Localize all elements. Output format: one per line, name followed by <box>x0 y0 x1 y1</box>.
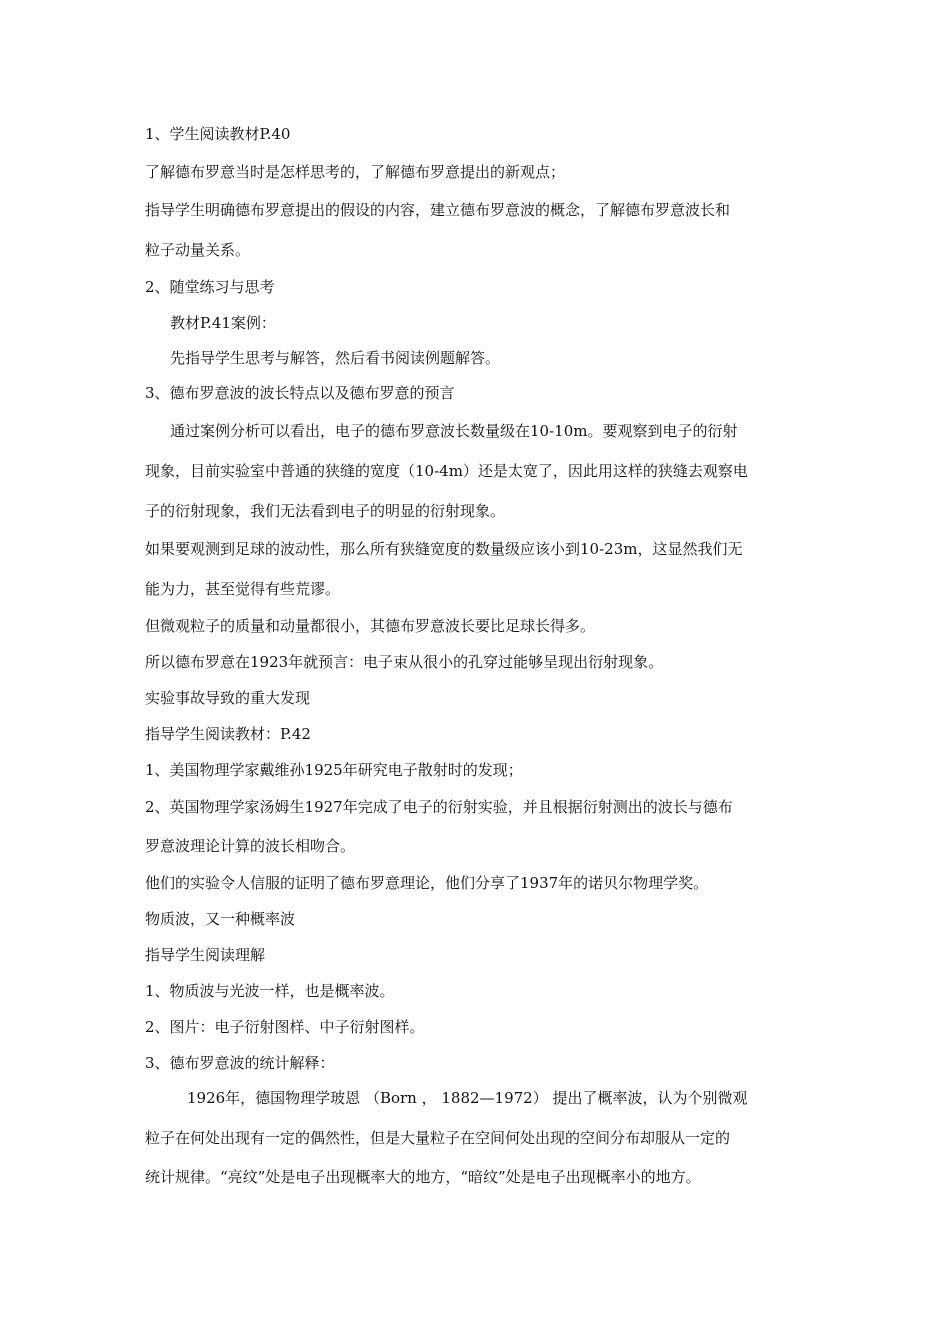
text-line: 3、德布罗意波的波长特点以及德布罗意的预言 <box>145 384 455 402</box>
text-line: 他们的实验令人信服的证明了德布罗意理论，他们分享了1937年的诺贝尔物理学奖。 <box>145 874 709 892</box>
text-line: 指导学生阅读教材：P.42 <box>145 725 311 743</box>
text-line: 但微观粒子的质量和动量都很小，其德布罗意波长要比足球长得多。 <box>145 617 596 635</box>
text-line: 粒子动量关系。 <box>145 241 251 259</box>
text-line: 实验事故导致的重大发现 <box>145 689 311 707</box>
text-line: 物质波，又一种概率波 <box>145 910 296 928</box>
text-line: 教材P.41案例： <box>170 314 276 332</box>
text-line: 所以德布罗意在1923年就预言：电子束从很小的孔穿过能够呈现出衍射现象。 <box>145 653 664 671</box>
text-line: 2、英国物理学家汤姆生1927年完成了电子的衍射实验，并且根据衍射测出的波长与德布 <box>145 798 733 816</box>
text-line: 1、物质波与光波一样，也是概率波。 <box>145 982 395 1000</box>
text-line: 1、美国物理学家戴维孙1925年研究电子散射时的发现； <box>145 761 523 779</box>
text-line: 2、随堂练习与思考 <box>145 278 275 296</box>
text-line: 了解德布罗意当时是怎样思考的，了解德布罗意提出的新观点； <box>145 163 566 181</box>
text-line: 通过案例分析可以看出，电子的德布罗意波长数量级在10-10m。要观察到电子的衍射 <box>170 422 738 440</box>
text-line: 如果要观测到足球的波动性，那么所有狭缝宽度的数量级应该小到10-23m，这显然我们无 <box>145 540 743 558</box>
text-line: 1、学生阅读教材P.40 <box>145 125 291 143</box>
text-line: 能为力，甚至觉得有些荒谬。 <box>145 580 341 598</box>
text-line: 现象，目前实验室中普通的狭缝的宽度（10-4m）还是太宽了，因此用这样的狭缝去观察电 <box>145 462 748 480</box>
text-line: 先指导学生思考与解答，然后看书阅读例题解答。 <box>170 349 501 367</box>
text-line: 粒子在何处出现有一定的偶然性，但是大量粒子在空间何处出现的空间分布却服从一定的 <box>145 1129 731 1147</box>
text-line: 统计规律。“亮纹”处是电子出现概率大的地方，“暗纹”处是电子出现概率小的地方。 <box>145 1168 701 1186</box>
text-line: 1926年，德国物理学玻恩 （Born ， 1882—1972） 提出了概率波，认为个别微观 <box>187 1089 748 1107</box>
text-line: 指导学生阅读理解 <box>145 946 266 964</box>
text-line: 3、德布罗意波的统计解释： <box>145 1054 335 1072</box>
text-line: 罗意波理论计算的波长相吻合。 <box>145 837 356 855</box>
text-line: 子的衍射现象，我们无法看到电子的明显的衍射现象。 <box>145 502 506 520</box>
text-line: 指导学生明确德布罗意提出的假设的内容，建立德布罗意波的概念，了解德布罗意波长和 <box>145 201 731 219</box>
text-line: 2、图片：电子衍射图样、中子衍射图样。 <box>145 1018 425 1036</box>
